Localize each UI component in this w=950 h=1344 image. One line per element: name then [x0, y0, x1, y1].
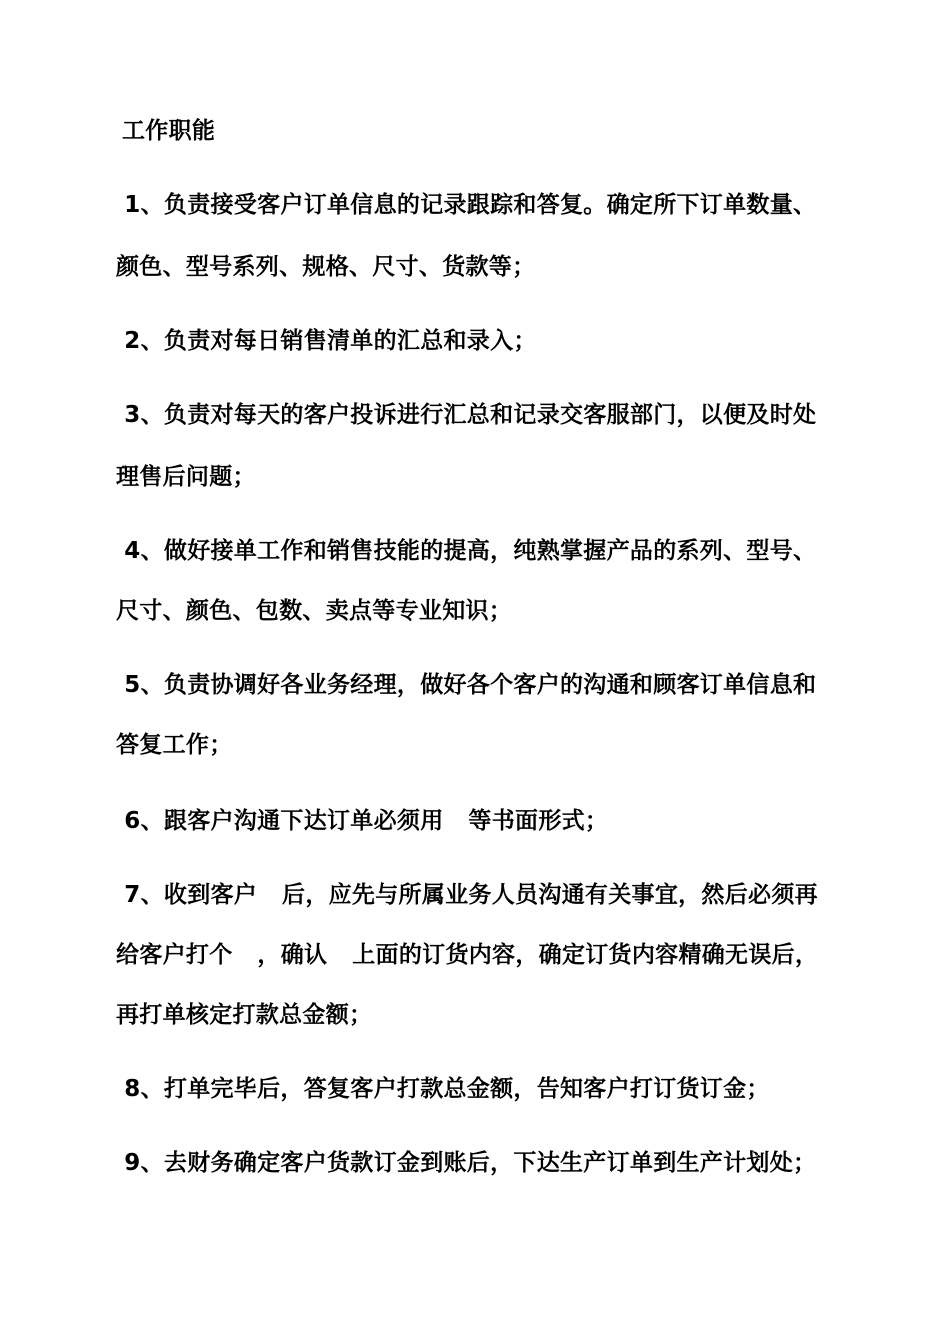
item-2-line-1: 2、负责对每日销售清单的汇总和录入；: [116, 328, 537, 354]
item-4-line-2: 尺寸、颜色、包数、卖点等专业知识；: [116, 598, 513, 624]
item-7-line-3: 再打单核定打款总金额；: [116, 1002, 373, 1028]
item-3-line-2: 理售后问题；: [116, 464, 256, 490]
item-5-line-1: 5、负责协调好各业务经理，做好各个客户的沟通和顾客订单信息和: [116, 672, 817, 698]
section-heading: 工作职能: [122, 118, 216, 144]
item-9-line-1: 9、去财务确定客户货款订金到账后，下达生产订单到生产计划处；: [116, 1150, 817, 1176]
item-7-line-2: 给客户打个 ，确认 上面的订货内容，确定订货内容精确无误后，: [116, 942, 819, 968]
item-3-line-1: 3、负责对每天的客户投诉进行汇总和记录交客服部门，以便及时处: [116, 402, 817, 428]
item-8-line-1: 8、打单完毕后，答复客户打款总金额，告知客户打订货订金；: [116, 1076, 770, 1102]
item-1-line-1: 1、负责接受客户订单信息的记录跟踪和答复。确定所下订单数量、: [116, 192, 817, 218]
item-7-line-1: 7、收到客户 后，应先与所属业务人员沟通有关事宜，然后必须再: [116, 882, 818, 908]
item-5-line-2: 答复工作；: [116, 732, 233, 758]
item-1-line-2: 颜色、型号系列、规格、尺寸、货款等；: [116, 254, 536, 280]
item-4-line-1: 4、做好接单工作和销售技能的提高，纯熟掌握产品的系列、型号、: [116, 538, 817, 564]
item-6-line-1: 6、跟客户沟通下达订单必须用 等书面形式；: [116, 808, 609, 834]
